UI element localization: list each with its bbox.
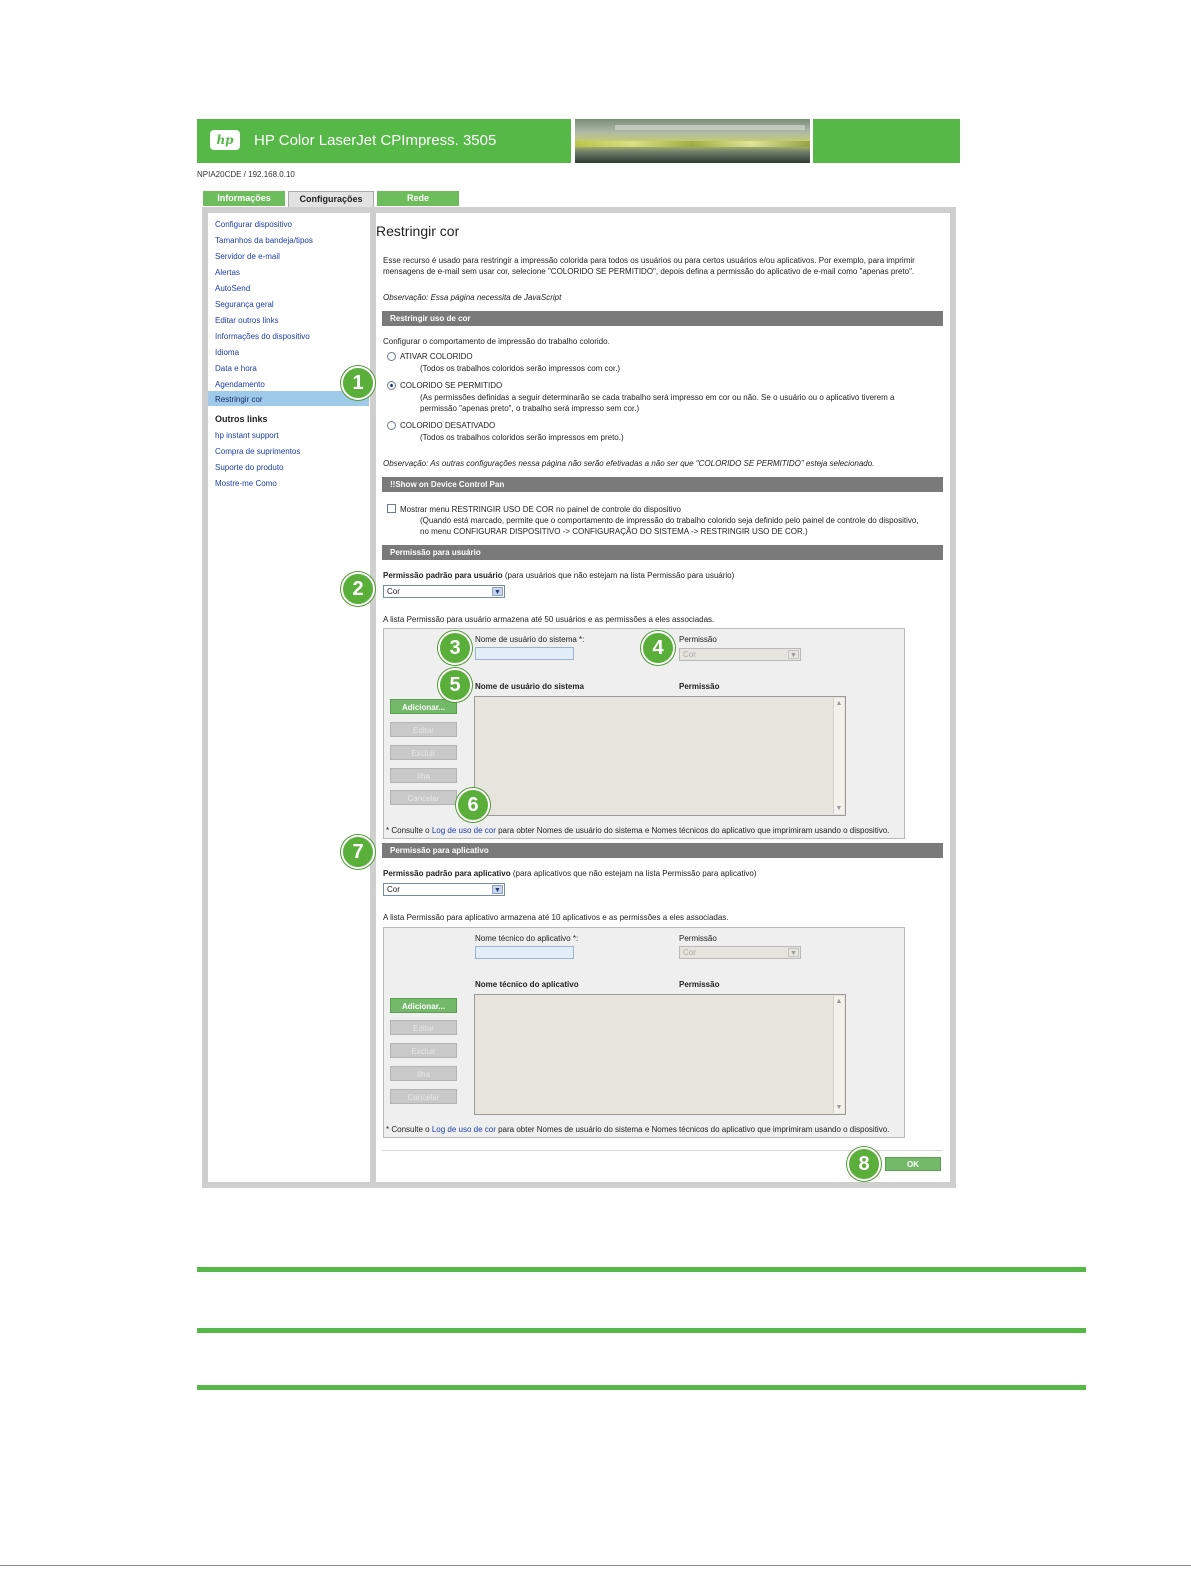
user-delete-button[interactable]: Excluir xyxy=(390,745,457,760)
user-permission-list[interactable] xyxy=(474,696,846,816)
app-default-permission-select[interactable]: Cor ▼ xyxy=(383,883,505,896)
app-permission-list[interactable] xyxy=(474,994,846,1115)
radio-label: COLORIDO DESATIVADO xyxy=(400,421,496,430)
scroll-up-icon[interactable]: ▲ xyxy=(835,700,843,707)
app-cancel-button[interactable]: Cancelar xyxy=(390,1089,457,1104)
callout-5: 5 xyxy=(438,668,472,702)
product-title: HP Color LaserJet CPImpress. 3505 xyxy=(254,132,497,149)
ok-button[interactable]: OK xyxy=(885,1157,941,1171)
sidebar-item-configure-device[interactable]: Configurar dispositivo xyxy=(215,220,292,229)
section-restrict-color: Restringir uso de cor xyxy=(382,311,943,326)
callout-2: 2 xyxy=(341,572,375,606)
scroll-down-icon[interactable]: ▼ xyxy=(835,805,843,812)
user-footnote: * Consulte o Log de uso de cor para obter Nomes de usuário do sistema e Nomes técnicos do aplicativo que imprimiram usando o dispositivo. xyxy=(386,826,890,835)
sidebar-link-product-support[interactable]: Suporte do produto xyxy=(215,463,284,472)
app-list-column-name: Nome técnico do aplicativo xyxy=(475,980,579,989)
chevron-down-icon: ▼ xyxy=(492,885,503,894)
section-app-permission: Permissão para aplicativo xyxy=(382,843,943,858)
app-clear-button[interactable]: Ilha xyxy=(390,1066,457,1081)
table-rule xyxy=(197,1267,1086,1272)
sidebar-link-instant-support[interactable]: hp instant support xyxy=(215,431,279,440)
radio-description: (Todos os trabalhos coloridos serão impressos com cor.) xyxy=(420,364,621,373)
scrollbar[interactable] xyxy=(833,698,844,814)
app-name-label: Nome técnico do aplicativo *: xyxy=(475,934,579,943)
page-footer-line xyxy=(0,1565,1191,1566)
app-edit-button[interactable]: Editar xyxy=(390,1020,457,1035)
user-default-permission-label: Permissão padrão para usuário (para usuários que não estejam na lista Permissão para usuário) xyxy=(383,571,735,580)
sidebar-item-date-time[interactable]: Data e hora xyxy=(215,364,257,373)
device-id: NPIA20CDE / 192.168.0.10 xyxy=(197,170,295,179)
sidebar-link-show-me-how[interactable]: Mostre-me Como xyxy=(215,479,277,488)
page-title: Restringir cor xyxy=(376,223,460,239)
user-permission-select[interactable]: Cor ▼ xyxy=(679,648,801,661)
user-list-column-name: Nome de usuário do sistema xyxy=(475,682,584,691)
show-menu-checkbox[interactable] xyxy=(387,504,396,513)
app-permission-select[interactable]: Cor ▼ xyxy=(679,946,801,959)
scroll-down-icon[interactable]: ▼ xyxy=(835,1104,843,1111)
user-name-input[interactable] xyxy=(475,647,574,660)
color-usage-log-link[interactable]: Log de uso de cor xyxy=(431,826,496,835)
sidebar-item-language[interactable]: Idioma xyxy=(215,348,240,357)
intro-text: Esse recurso é usado para restringir a impressão colorida para todos os usuários ou para certos usuários e/ou aplicativos. Por exemplo, para imprimir xyxy=(383,256,915,265)
app-list-column-permission: Permissão xyxy=(679,980,720,989)
radio-description: (Todos os trabalhos coloridos serão impressos em preto.) xyxy=(420,433,624,442)
app-footnote: * Consulte o Log de uso de cor para obter Nomes de usuário do sistema e Nomes técnicos do aplicativo que imprimiram usando o dispositivo. xyxy=(386,1125,890,1134)
radio-description: permissão "apenas preto", o trabalho será impresso sem cor.) xyxy=(420,404,640,413)
callout-8: 8 xyxy=(847,1147,881,1181)
hp-logo: hp xyxy=(210,130,240,150)
callout-7: 7 xyxy=(341,835,375,869)
table-rule xyxy=(197,1328,1086,1333)
chevron-down-icon: ▼ xyxy=(492,587,503,596)
radio-enable-color[interactable] xyxy=(387,352,396,361)
app-name-input[interactable] xyxy=(475,946,574,959)
callout-1: 1 xyxy=(341,366,375,400)
callout-4: 4 xyxy=(641,631,675,665)
sidebar-other-links-heading: Outros links xyxy=(215,414,268,424)
sidebar-item-device-info[interactable]: Informações do dispositivo xyxy=(215,332,310,341)
sidebar-item-security[interactable]: Segurança geral xyxy=(215,300,274,309)
header-photo xyxy=(575,119,810,163)
callout-6: 6 xyxy=(456,788,490,822)
user-list-note: A lista Permissão para usuário armazena até 50 usuários e as permissões a eles associadas. xyxy=(383,615,715,624)
radio-label: COLORIDO SE PERMITIDO xyxy=(400,381,503,390)
user-cancel-button[interactable]: Cancelar xyxy=(390,790,457,805)
user-add-button[interactable]: Adicionar... xyxy=(390,699,457,714)
sidebar-item-edit-links[interactable]: Editar outros links xyxy=(215,316,279,325)
configure-text: Configurar o comportamento de impressão do trabalho colorido. xyxy=(383,337,610,346)
javascript-note: Observação: Essa página necessita de JavaScript xyxy=(383,293,562,302)
table-rule xyxy=(197,1385,1086,1390)
radio-color-disabled[interactable] xyxy=(387,421,396,430)
sidebar-item-restrict-color[interactable]: Restringir cor xyxy=(215,395,263,404)
chevron-down-icon: ▼ xyxy=(788,650,799,659)
user-list-column-permission: Permissão xyxy=(679,682,720,691)
user-permission-label: Permissão xyxy=(679,635,717,644)
sidebar-item-email-server[interactable]: Servidor de e-mail xyxy=(215,252,280,261)
app-list-note: A lista Permissão para aplicativo armazena até 10 aplicativos e as permissões a eles associadas. xyxy=(383,913,729,922)
tab-information[interactable]: Informações xyxy=(203,191,285,206)
user-clear-button[interactable]: Ilha xyxy=(390,768,457,783)
intro-text: mensagens de e-mail sem usar cor, selecione "COLORIDO SE PERMITIDO", depois defina a permissão do aplicativo de e-mail como "apenas preto". xyxy=(383,267,915,276)
other-settings-note: Observação: As outras configurações nessa página não serão efetivadas a não ser que "COLORIDO SE PERMITIDO" esteja selecionado. xyxy=(383,459,875,468)
sidebar-item-alerts[interactable]: Alertas xyxy=(215,268,240,277)
user-edit-button[interactable]: Editar xyxy=(390,722,457,737)
sidebar-link-buy-supplies[interactable]: Compra de suprimentos xyxy=(215,447,301,456)
user-default-permission-select[interactable]: Cor ▼ xyxy=(383,585,505,598)
callout-3: 3 xyxy=(438,631,472,665)
header-end-block xyxy=(813,119,960,163)
show-menu-description: no menu CONFIGURAR DISPOSITIVO -> CONFIGURAÇÃO DO SISTEMA -> RESTRINGIR USO DE COR.) xyxy=(420,527,808,536)
sidebar xyxy=(208,213,370,1182)
radio-label: ATIVAR COLORIDO xyxy=(400,352,473,361)
scrollbar[interactable] xyxy=(833,996,844,1113)
radio-description: (As permissões definidas a seguir determinarão se cada trabalho será impresso em cor ou não. Se o usuário ou o aplicativo tiverem a xyxy=(420,393,895,402)
chevron-down-icon: ▼ xyxy=(788,948,799,957)
app-permission-label: Permissão xyxy=(679,934,717,943)
tab-network[interactable]: Rede xyxy=(377,191,459,206)
tab-settings[interactable]: Configurações xyxy=(288,191,374,207)
app-default-permission-label: Permissão padrão para aplicativo (para aplicativos que não estejam na lista Permissão para aplicativo) xyxy=(383,869,757,878)
sidebar-item-scheduling[interactable]: Agendamento xyxy=(215,380,265,389)
sidebar-item-tray-sizes[interactable]: Tamanhos da bandeja/tipos xyxy=(215,236,313,245)
user-name-label: Nome de usuário do sistema *: xyxy=(475,635,585,644)
color-usage-log-link[interactable]: Log de uso de cor xyxy=(431,1125,496,1134)
sidebar-item-autosend[interactable]: AutoSend xyxy=(215,284,251,293)
show-menu-description: (Quando está marcado, permite que o comportamento de impressão do trabalho colorido seja definido pelo painel de controle do dispositivo, xyxy=(420,516,919,525)
app-delete-button[interactable]: Excluir xyxy=(390,1043,457,1058)
section-user-permission: Permissão para usuário xyxy=(382,545,943,560)
show-menu-label: Mostrar menu RESTRINGIR USO DE COR no painel de controle do dispositivo xyxy=(400,505,681,514)
app-add-button[interactable]: Adicionar... xyxy=(390,998,457,1013)
radio-color-if-allowed[interactable] xyxy=(387,381,396,390)
scroll-up-icon[interactable]: ▲ xyxy=(835,998,843,1005)
section-show-on-panel: !!Show on Device Control Pan xyxy=(382,477,943,492)
